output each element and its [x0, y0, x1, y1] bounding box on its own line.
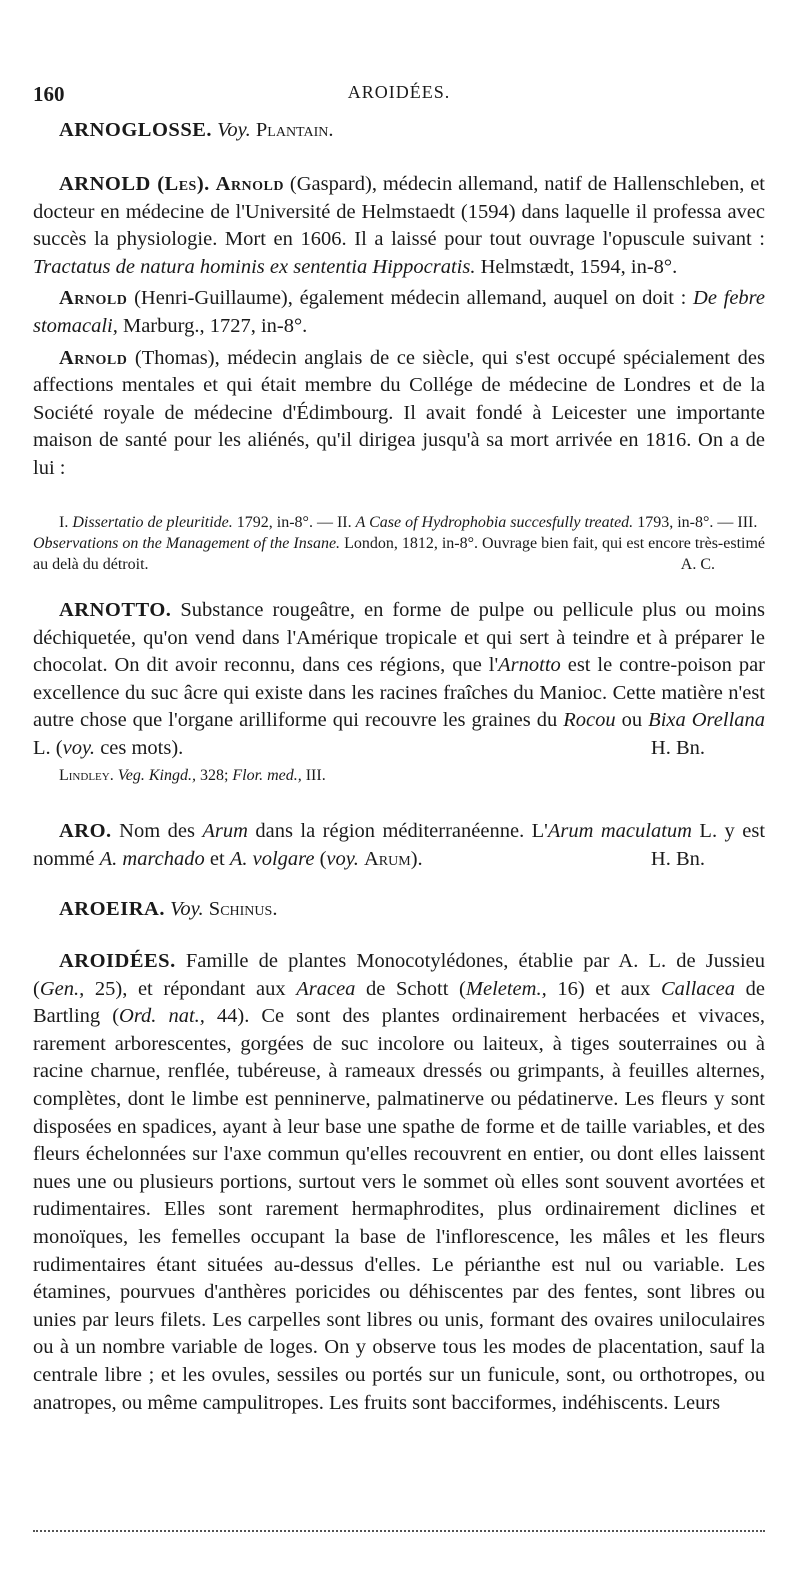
page-header [33, 82, 765, 108]
cross-ref: Schinus. [208, 898, 278, 920]
ref-text: 328; [195, 767, 233, 784]
ref-title: Ord. nat., [119, 1005, 205, 1028]
cross-ref: Plantain. [255, 119, 334, 141]
voy-label: Voy. [217, 119, 251, 141]
term: Aracea [296, 977, 356, 1000]
author-signature: H. Bn. [650, 736, 705, 759]
body-text: et [204, 847, 230, 870]
cross-ref: Arum [364, 847, 411, 870]
voy-label: voy. [62, 736, 96, 759]
entry-aro [33, 818, 765, 873]
ref-title: Dissertatio de pleuritide. [72, 514, 233, 531]
term: A. volgare [229, 847, 315, 870]
headword: ARNOLD (Les). [59, 173, 210, 195]
ref-author: Lindley. [59, 767, 114, 784]
body-text: (Gaspard), médecin allemand, natif de Hallenschleben, et docteur en médecine de l'Université de Helmstaedt (1594) dans laquelle il professa avec succès la physiologie. Mort en 1606. Il a laissé pour tout ouvrage l'opuscule suivant : [33, 173, 765, 251]
person-name: Arnold [59, 346, 128, 369]
body-text: Famille de plantes Monocotylédones, établie par A. L. de Jussieu ( [33, 950, 765, 1000]
author-signature: H. Bn. [650, 847, 705, 870]
body-text: (Henri-Guillaume), également médecin allemand, auquel on doit : [127, 287, 694, 310]
body-text: L. ( [33, 736, 63, 759]
body-text: ( [314, 847, 327, 870]
body-text: Substance rougeâtre, en forme de pulpe ou pellicule plus ou moins déchiquetée, qu'on vend dans l'Amérique tropicale et qui sert à teindre et à préparer le chocolat. On dit avoir reconnu, dans ces régions, que l' [33, 599, 765, 677]
body-text: Nom des [111, 820, 203, 842]
running-head: AROIDÉES. [347, 82, 451, 102]
headword: ARNOGLOSSE. [59, 119, 213, 141]
term: Callacea [660, 977, 735, 1000]
entry-aroidees [33, 948, 765, 1417]
entry-arnoglosse [33, 117, 765, 145]
ref-text: 1792, in-8°. — II. [232, 514, 356, 531]
headword: ARO. [59, 820, 112, 842]
body-text: dans la région méditerranéenne. L' [247, 820, 548, 842]
person-name: Arnold [59, 287, 128, 310]
entry-arnotto [33, 597, 765, 763]
term: Arnotto [498, 654, 561, 677]
ref-text: London, 1812, in-8°. Ouvrage bien fait, qui est encore très-estimé au delà du détroit. [33, 535, 766, 573]
term: Arum [202, 820, 248, 842]
body-text: Marburg., 1727, in-8°. [117, 314, 308, 337]
ref-text: I. [59, 514, 73, 531]
ref-title: Observations on the Management of the Insane. [33, 535, 341, 552]
body-text: 16) et aux [546, 977, 661, 1000]
body-text: de Schott ( [355, 977, 466, 1000]
entry-arnold [33, 171, 765, 483]
body-text: ). [410, 847, 423, 870]
bibliography [33, 512, 765, 575]
page-bottom-rule [33, 1530, 765, 1532]
voy-label: voy. [326, 847, 359, 870]
body-text: (Thomas), médecin anglais de ce siècle, qui s'est occupé spécialement des affections mentales et qui était membre du Collége de médecine de Londres et de la Société royale de médecine d'Édimbourg. Il avait fondé à Leicester une importante maison de santé pour les aliénés, qu'il dirigea jusqu'à sa mort arrivée en 1816. On a de lui : [33, 346, 765, 479]
body-text: ou [615, 709, 649, 732]
work-title: De febre stomacali, [33, 287, 765, 337]
body-text: 44). Ce sont des plantes ordinairement herbacées et vivaces, rarement arborescentes, gorgées de suc incolore ou laiteux, à tiges souterraines ou à racine charnue, renflée, tubéreuse, à rameaux dressés ou grimpants, à feuilles alternes, complètes, dont le limbe est penninerve, palmatinerve ou pédatinerve. Les fleurs y sont disposées en spadices, ayant à leur base une spathe de forme et de taille variables, et des fleurs échelonnées sur l'axe commun qu'elles recouvrent en entier, ou dont elles laissent nues une ou plusieurs portions, surtout vers le sommet où elles sont souvent avortées et rudimentaires. Elles sont rarement hermaphrodites, plus ordinairement diclines et monoïques, les femelles occupant la base de l'inflorescence, les mâles et les fleurs rudimentaires étant situées au-dessus d'elles. Le périanthe est nul ou variable. Les étamines, pourvues d'anthères poricides ou déhiscentes par des fentes, sont libres ou unies par leurs filets. Les carpelles sont libres ou unis, formant des ovaires uniloculaires ou à un nombre variable de loges. On y observe tous les modes de placentation, sauf la centrale libre ; et les ovules, sessiles ou portés sur un funicule, sont, ou orthotropes, ou anatropes, ou même campulitropes. Les fruits sont bacciformes, indéhiscents. Leurs [33, 1005, 765, 1414]
voy-label: Voy. [170, 898, 204, 920]
body-text: L. y est nommé [33, 820, 766, 870]
term: Arum maculatum [547, 820, 692, 842]
headword: AROIDÉES. [59, 950, 176, 972]
term: Bixa Orellana [648, 709, 766, 732]
body-text: de Bartling ( [33, 977, 765, 1028]
ref-title: Flor. med., [232, 767, 302, 784]
work-title: Tractatus de natura hominis ex sententia Hippocratis. [33, 255, 476, 278]
body-text: Helmstædt, 1594, in-8°. [475, 255, 678, 278]
arnotto-refs [33, 765, 765, 786]
headword: ARNOTTO. [59, 599, 172, 621]
body-text: est le contre-poison par excellence du suc âcre qui existe dans les racines fraîches du Manioc. Cette matière n'est autre chose que l'organe arilliforme qui recouvre les graines du [33, 654, 765, 732]
person-name: Arnold [215, 173, 285, 195]
ref-title: Gen., [39, 977, 85, 1000]
term: Rocou [563, 709, 616, 732]
entry-aroeira [33, 896, 765, 924]
headword: AROEIRA. [59, 898, 165, 920]
ref-text: 1793, in-8°. — III. [633, 514, 758, 531]
body-text: 25), et répondant aux [84, 977, 297, 1000]
body-text: ces mots). [95, 736, 184, 759]
ref-title: A Case of Hydrophobia succesfully treated. [355, 514, 634, 531]
ref-title: Meletem., [465, 977, 547, 1000]
page-number: 160 [33, 82, 65, 106]
ref-text: III. [301, 767, 326, 784]
term: A. marchado [99, 847, 205, 870]
ref-title: Veg. Kingd., [117, 767, 196, 784]
author-signature: A. C. [680, 556, 715, 573]
